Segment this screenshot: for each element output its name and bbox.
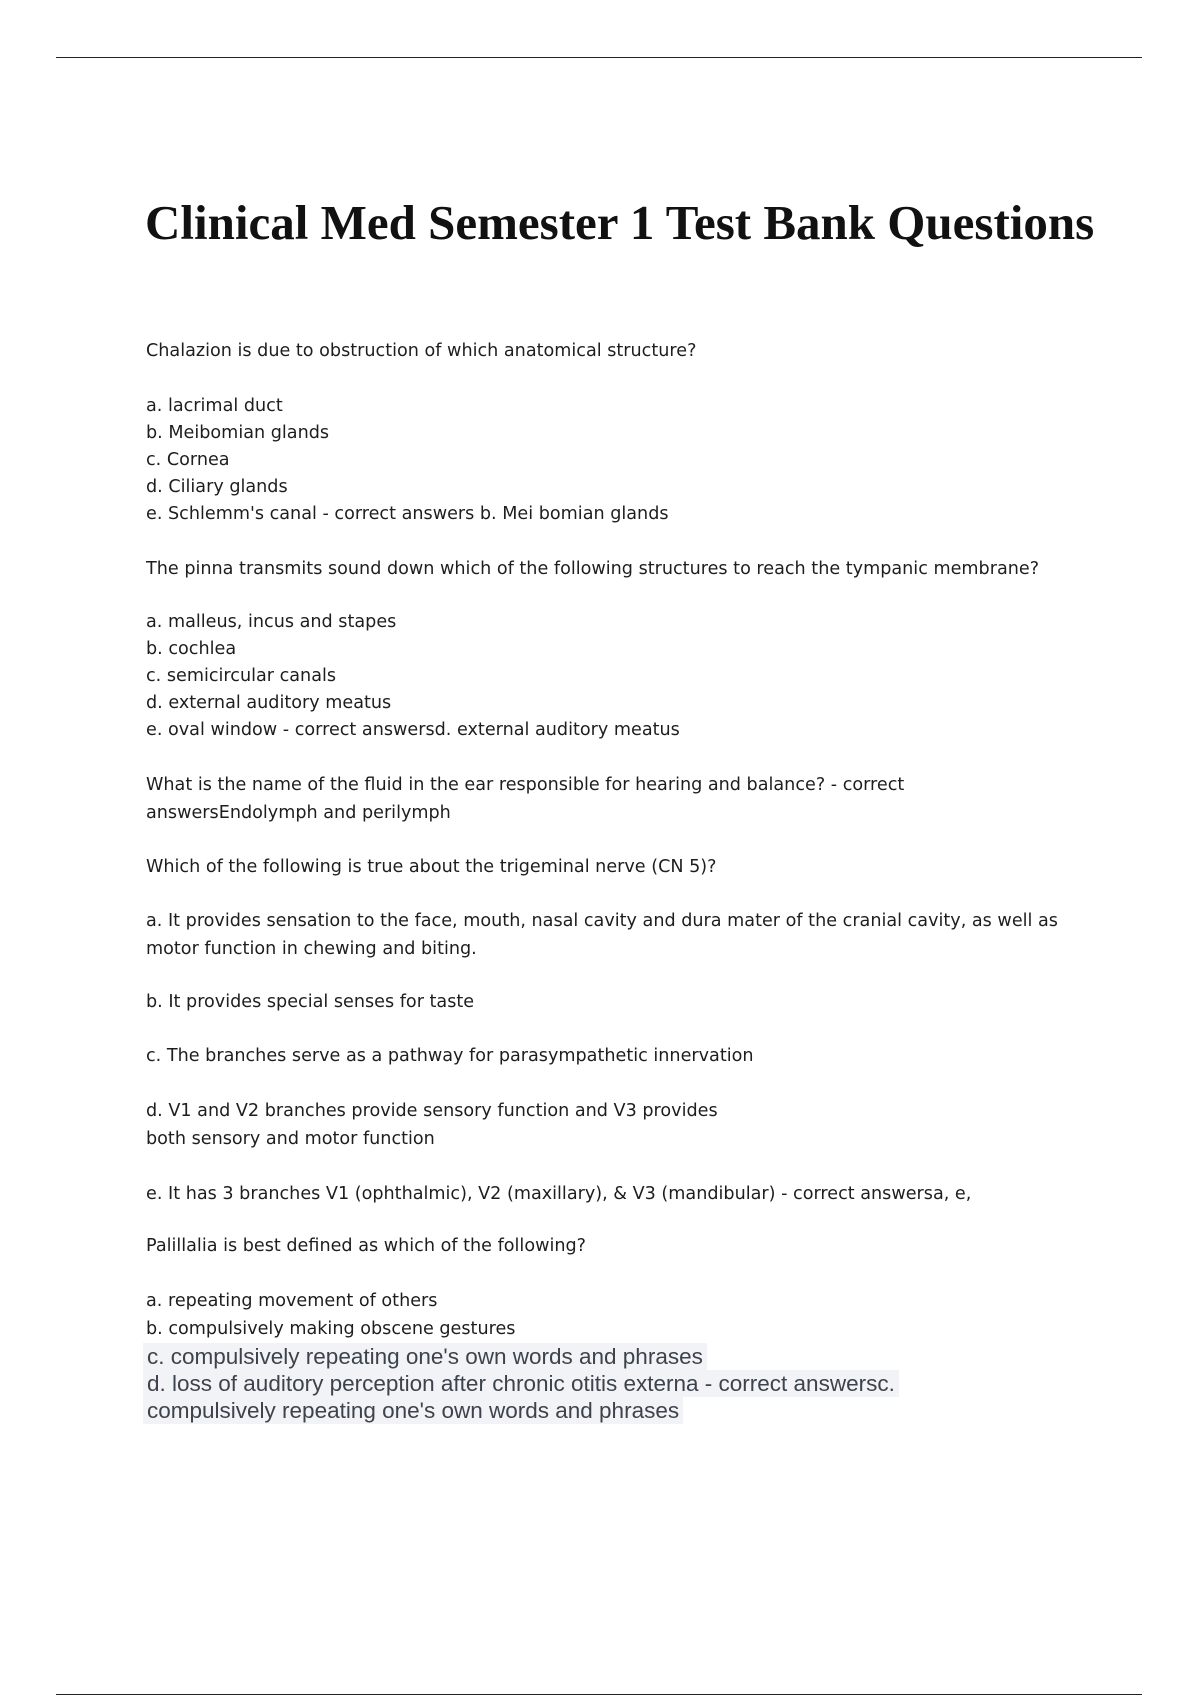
question-1-option-c: c. Cornea [146, 450, 230, 470]
question-1-option-e-answer: e. Schlemm's canal - correct answers b. Mei bomian glands [146, 504, 669, 524]
question-1-option-d: d. Ciliary glands [146, 477, 288, 497]
question-2-option-b: b. cochlea [146, 639, 237, 659]
document-title: Clinical Med Semester 1 Test Bank Questions [145, 195, 1095, 250]
question-5-option-d-highlighted: d. loss of auditory perception after chronic otitis externa - correct answersc. [143, 1370, 899, 1397]
question-3-line-2: answersEndolymph and perilymph [146, 803, 451, 823]
question-1-option-b: b. Meibomian glands [146, 423, 330, 443]
question-2-text: The pinna transmits sound down which of the following structures to reach the tympanic membrane? [146, 559, 1040, 579]
bottom-rule [56, 1694, 1142, 1695]
question-4-option-d-line-2: both sensory and motor function [146, 1129, 435, 1149]
question-1-option-a: a. lacrimal duct [146, 396, 283, 416]
question-4-option-a-line-1: a. It provides sensation to the face, mouth, nasal cavity and dura mater of the cranial cavity, as well as [146, 911, 1058, 931]
question-2-option-a: a. malleus, incus and stapes [146, 612, 397, 632]
question-3-line-1: What is the name of the fluid in the ear responsible for hearing and balance? - correct [146, 775, 905, 795]
question-5-answer-highlighted: compulsively repeating one's own words and phrases [143, 1397, 683, 1424]
question-4-text: Which of the following is true about the trigeminal nerve (CN 5)? [146, 857, 717, 877]
question-5-option-c-highlighted: c. compulsively repeating one's own words and phrases [143, 1343, 707, 1370]
question-2-option-c: c. semicircular canals [146, 666, 337, 686]
question-4-option-d-line-1: d. V1 and V2 branches provide sensory function and V3 provides [146, 1101, 718, 1121]
question-1-text: Chalazion is due to obstruction of which anatomical structure? [146, 341, 697, 361]
question-5-option-b: b. compulsively making obscene gestures [146, 1319, 516, 1339]
question-2-option-e-answer: e. oval window - correct answersd. external auditory meatus [146, 720, 680, 740]
question-4-option-c: c. The branches serve as a pathway for parasympathetic innervation [146, 1046, 754, 1066]
top-rule [56, 57, 1142, 58]
question-4-option-e-answer: e. It has 3 branches V1 (ophthalmic), V2 (maxillary), & V3 (mandibular) - correct answersa, e, [146, 1184, 972, 1204]
question-4-option-b: b. It provides special senses for taste [146, 992, 475, 1012]
question-5-text: Palillalia is best defined as which of the following? [146, 1236, 587, 1256]
question-5-option-a: a. repeating movement of others [146, 1291, 438, 1311]
question-2-option-d: d. external auditory meatus [146, 693, 392, 713]
question-4-option-a-line-2: motor function in chewing and biting. [146, 939, 477, 959]
